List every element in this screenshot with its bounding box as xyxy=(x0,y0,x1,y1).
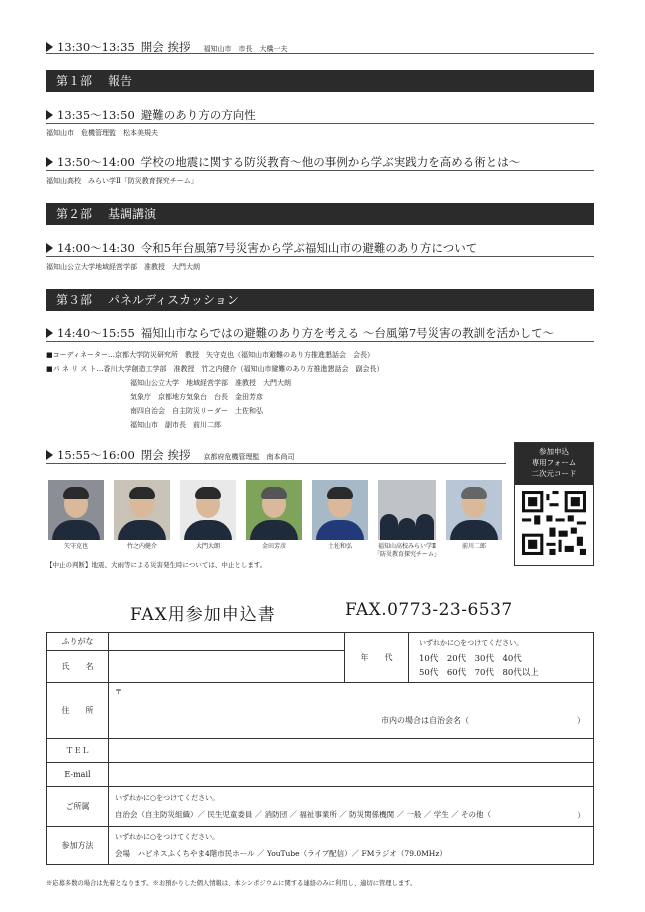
method-label: 参加方法 xyxy=(47,827,109,865)
session-time: 14:40〜15:55 xyxy=(57,326,135,340)
age-row-2[interactable]: 50代 60代 70代 80代以上 xyxy=(419,667,539,678)
age-note: いずれかに○をつけてください。 xyxy=(419,638,524,647)
postal-mark: 〒 xyxy=(115,688,122,696)
application-form xyxy=(46,632,594,865)
age-options[interactable] xyxy=(409,633,594,683)
part2-label: 第２部 xyxy=(56,207,93,221)
opening-speaker: 福知山市 市長 大橋一夫 xyxy=(203,45,288,53)
affiliation-label: ご所属 xyxy=(47,787,109,827)
panelist-2: 福知山公立大学 地域経営学部 准教授 大門大朗 xyxy=(130,379,291,387)
panelist-4: 南四自治会 自主防災リーダー 土佐和弘 xyxy=(130,407,263,415)
method-note: いずれかに○をつけてください。 xyxy=(115,833,220,841)
method-options[interactable]: 会場 ハピネスふくちやま4階市民ホール ／ YouTube（ライブ配信）／ FMラジオ（79.0MHz） xyxy=(115,849,447,858)
item-title: 学校の地震に関する防災教育〜他の事例から学ぶ実践力を高める術とは〜 xyxy=(140,155,521,169)
cancellation-notice: 【中止の判断】地震、大雨等による災害発生時については、中止とします。 xyxy=(46,561,267,569)
part2-item-1 xyxy=(46,237,594,257)
part1-name: 報告 xyxy=(108,74,133,88)
panelist-3: 気象庁 京都地方気象台 台長 金田芳彦 xyxy=(130,393,263,401)
closing-title: 閉会 挨拶 xyxy=(140,448,191,462)
closing-speaker: 京都府危機管理監 南本尚司 xyxy=(203,453,295,461)
age-row-1[interactable]: 10代 20代 30代 40代 xyxy=(419,653,522,664)
name-label: 氏 名 xyxy=(47,651,109,683)
affiliation-field[interactable] xyxy=(109,787,594,827)
part1-item-2-speaker: 福知山高校 みらい学Ⅱ「防災教育探究チーム」 xyxy=(46,177,198,185)
photo-portrait xyxy=(446,480,502,540)
part1-label: 第１部 xyxy=(56,74,93,88)
part1-item-2 xyxy=(46,151,594,171)
closing-row xyxy=(46,444,506,464)
part3-label: 第３部 xyxy=(56,293,93,307)
opening-time: 13:30〜13:35 xyxy=(57,40,135,54)
method-field[interactable] xyxy=(109,827,594,865)
item-title: 令和5年台風第7号災害から学ぶ福知山市の避難のあり方について xyxy=(140,241,478,255)
photo-portrait xyxy=(180,480,236,540)
triangle-icon xyxy=(46,243,53,253)
email-field[interactable] xyxy=(109,763,594,787)
photo-portrait xyxy=(48,480,104,540)
item-time: 13:35〜13:50 xyxy=(57,108,135,122)
fax-number: FAX.0773-23-6537 xyxy=(345,600,513,620)
fax-title: FAX用参加申込書 xyxy=(130,605,276,625)
part2-header xyxy=(46,203,594,225)
opening-title: 開会 挨拶 xyxy=(140,40,191,54)
affiliation-options[interactable]: 自治会（自主防災組織）／ 民生児童委員 ／ 消防団 ／ 福祉事業所 ／ 防災関係機関 ／ 一般 ／ 学生 ／ その他（ xyxy=(115,810,491,819)
triangle-icon xyxy=(46,110,53,120)
triangle-icon xyxy=(46,157,53,167)
photo-caption: 金田芳彦 xyxy=(261,543,286,550)
part1-header xyxy=(46,70,594,92)
item-time: 14:00〜14:30 xyxy=(57,241,135,255)
panelist-5: 福知山市 副市長 前川二郎 xyxy=(130,421,221,429)
address-close: ） xyxy=(577,716,585,725)
age-label: 年 代 xyxy=(345,633,409,683)
photo-caption: 矢守克也 xyxy=(63,543,88,550)
photo-portrait xyxy=(312,480,368,540)
triangle-icon xyxy=(46,328,53,338)
tel-label: ＴＥＬ xyxy=(47,739,109,763)
photo-group xyxy=(378,480,436,540)
photo-caption: 土佐和弘 xyxy=(327,543,352,550)
triangle-icon xyxy=(46,42,53,52)
address-label: 住 所 xyxy=(47,683,109,739)
qr-code-icon[interactable] xyxy=(522,491,586,555)
part2-item-1-speaker: 福知山公立大学地域経営学部 准教授 大門大朗 xyxy=(46,263,200,271)
affiliation-note: いずれかに○をつけてください。 xyxy=(115,794,220,802)
photo-caption: 福知山高校みらい学Ⅱ「防災教育探究チーム」 xyxy=(373,543,440,558)
address-note: 市内の場合は自治会名（ xyxy=(381,716,469,725)
footer-note: ※応募多数の場合は先着となります。※お預かりした個人情報は、本シンポジウムに関する連絡のみに利用し、適切に管理します。 xyxy=(46,880,417,887)
part3-name: パネルディスカッション xyxy=(108,293,239,307)
item-title: 避難のあり方の方向性 xyxy=(140,108,256,122)
furigana-field[interactable] xyxy=(109,633,345,651)
part1-item-1-speaker: 福知山市 危機管理監 松本美規夫 xyxy=(46,129,158,137)
qr-header: 参加申込 専用フォーム 二次元コード xyxy=(515,443,593,485)
affiliation-close: ） xyxy=(577,811,585,820)
photo-caption: 大門大朗 xyxy=(195,543,220,550)
tel-field[interactable] xyxy=(109,739,594,763)
coordinator: ■コーディネーター…京都大学防災研究所 教授 矢守克也（福知山市避難のあり方推進懇話会 会長） xyxy=(46,351,375,359)
opening-row xyxy=(46,36,594,54)
photo-portrait xyxy=(246,480,302,540)
part2-name: 基調講演 xyxy=(108,207,157,221)
qr-box[interactable] xyxy=(514,442,594,566)
session-title: 福知山市ならではの避難のあり方を考える 〜台風第7号災害の教訓を活かして〜 xyxy=(140,326,555,340)
photo-caption: 竹之内健介 xyxy=(126,543,157,550)
address-field[interactable] xyxy=(109,683,594,739)
part1-item-1 xyxy=(46,104,594,124)
item-time: 13:50〜14:00 xyxy=(57,155,135,169)
triangle-icon xyxy=(46,450,53,460)
panelist-1: ■パ ネ リ ス ト…香川大学創造工学部 准教授 竹之内健介（福知山市避難のあり方推進懇話会 副会長） xyxy=(46,365,384,373)
photo-portrait xyxy=(114,480,170,540)
name-field[interactable] xyxy=(109,651,345,683)
furigana-label: ふりがな xyxy=(47,633,109,651)
email-label: E-mail xyxy=(47,763,109,787)
part3-session xyxy=(46,322,594,342)
photo-caption: 前川二郎 xyxy=(461,543,486,550)
part3-header xyxy=(46,289,594,311)
closing-time: 15:55〜16:00 xyxy=(57,448,135,462)
